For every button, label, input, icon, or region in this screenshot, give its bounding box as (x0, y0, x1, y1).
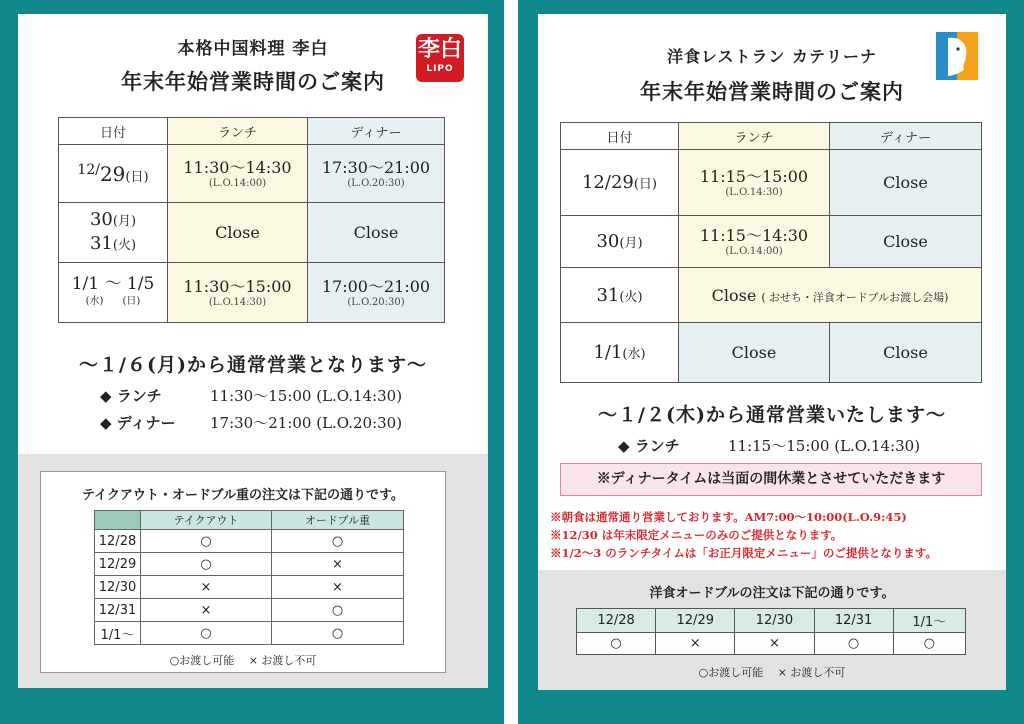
takeout-box (40, 471, 446, 673)
table-row: 31(火) Close ( おせち・洋食オードブルお渡し会場) (561, 268, 982, 323)
order-legend: ○お渡し可能 × お渡し不可 (698, 666, 846, 679)
hours-table (560, 122, 982, 383)
table-row: 12/29 ○ × (95, 553, 404, 576)
takeout-section (18, 454, 488, 688)
table-row: 30(月) 31(火) Close Close (59, 203, 445, 263)
schedule-lunch: ◆ ランチ 11:30〜15:00 (L.O.14:30) (100, 387, 403, 405)
takeout-legend: ○お渡し可能 × お渡し不可 (169, 654, 317, 667)
table-row: 12/30 × × (95, 576, 404, 599)
order-section (538, 570, 1006, 690)
header-lunch: ランチ (168, 118, 308, 145)
caterina-flyer (538, 14, 1006, 690)
header-dinner: ディナー (830, 123, 982, 150)
restaurant-name: 洋食レストラン カテリーナ (666, 47, 878, 66)
order-table: 12/28 12/29 12/30 12/31 1/1〜 ○ × × ○ ○ (576, 608, 966, 655)
takeout-table: テイクアウト オードブル重 12/28 ○ ○ 12/29 ○ × 12/30 × × 12/31 × ○ 1/1〜 ○ ○ (94, 510, 404, 645)
lipo-flyer (18, 14, 488, 688)
caterina-logo-icon (936, 32, 978, 80)
takeout-title: テイクアウト・オードブル重の注文は下記の通りです。 (82, 488, 404, 503)
header-date: 日付 (561, 123, 679, 150)
table-row: 30(月) 11:15〜14:30 (L.O.14:00) Close (561, 216, 982, 268)
center-divider (504, 0, 518, 724)
header-dinner: ディナー (308, 118, 445, 145)
table-row: 1/1〜 ○ ○ (95, 622, 404, 645)
regular-hours-banner: 〜１/６(月)から通常営業となります〜 (79, 354, 427, 376)
order-title: 洋食オードブルの注文は下記の通りです。 (649, 586, 895, 601)
hours-table (58, 117, 445, 323)
regular-hours-banner: 〜１/２(木)から通常営業いたします〜 (598, 404, 946, 426)
table-row: 1/1 〜 1/5 (水) (日) 11:30〜15:00 (L.O.14:30) 17:00〜21:00 (L.O.20:30) (59, 263, 445, 323)
header-lunch: ランチ (679, 123, 830, 150)
notes-list: ※朝食は通常通り営業しております。AM7:00〜10:00(L.O.9:45) ※12/30 は年末限定メニューのみのご提供となります。 ※1/2〜3 のランチタイムは「お正月限定メニュー」のご提供となります。 (550, 510, 937, 560)
page-title: 年末年始営業時間のご案内 (121, 69, 385, 94)
table-row: 12/29(日) 11:15〜15:00 (L.O.14:30) Close (561, 150, 982, 216)
table-row: 12/31 × ○ (95, 599, 404, 622)
table-row: $^{12/}$29(日) 11:30〜14:30 (L.O.14:00) 17:30〜21:00 (L.O.20:30) (59, 145, 445, 203)
schedule-lunch: ◆ ランチ 11:15〜15:00 (L.O.14:30) (618, 437, 921, 455)
schedule-dinner: ◆ ディナー 17:30〜21:00 (L.O.20:30) (100, 414, 403, 432)
dinner-closed-notice: ※ディナータイムは当面の間休業とさせていただきます (560, 463, 982, 496)
header-date: 日付 (59, 118, 168, 145)
table-row: 1/1(水) Close Close (561, 323, 982, 383)
table-row: 12/28 ○ ○ (95, 530, 404, 553)
lipo-logo: 李白 LIPO (416, 34, 464, 82)
restaurant-name: 本格中国料理 李白 (177, 39, 329, 59)
page-title: 年末年始営業時間のご案内 (640, 79, 904, 104)
